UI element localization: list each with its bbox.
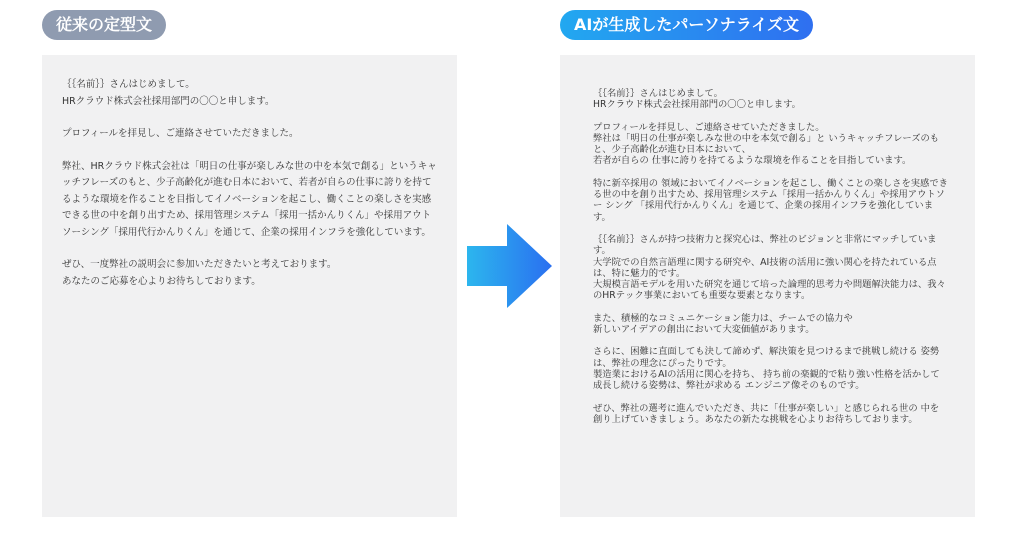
right-greeting: ｛｛名前｝｝さんはじめまして。 HRクラウド株式会社採用部門の〇〇と申します。 <box>593 88 801 111</box>
left-greeting: ｛｛名前｝｝さんはじめまして。 HRクラウド株式会社採用部門の〇〇と申します。 <box>62 79 275 107</box>
traditional-template-body <box>62 77 440 306</box>
traditional-template-label: 従来の定型文 <box>42 10 166 40</box>
left-company-description: 弊社、HRクラウド株式会社は「明日の仕事が楽しみな世の中を本気で創る」というキャッチフレーズのもと、少子高齢化が進む日本において、若者が自らの仕事に誇りを持てるような環境を作ることを目指してイノベーションを起こし、働くことの楽しさを実感できる世の中を創り出すため、採用管理システム「採用一括かんりくん」や採用アウトソーシング「採用代行かんりくん」を通じて、企業の採用インフラを強化しています。 <box>62 160 437 238</box>
traditional-template-card <box>42 55 457 517</box>
right-closing: ぜひ、弊社の選考に進んでいただき、共に「仕事が楽しい」と感じられる世の 中を創り上げていきましょう。あなたの新たな挑戦を心よりお待ちしております。 <box>593 402 940 425</box>
ai-personalized-body <box>593 88 948 436</box>
ai-personalized-label: AIが生成したパーソナライズ文 <box>560 10 813 40</box>
arrow-right-icon <box>467 224 552 308</box>
ai-personalized-card <box>560 55 975 517</box>
right-communication: また、積極的なコミュニケーション能力は、チームでの協力や 新しいアイデアの創出において大変価値があります。 <box>593 312 853 336</box>
right-skills-match: ｛｛名前｝｝さんが持つ技術力と探究心は、弊社のビジョンと非常にマッチしています。 大学院での自然言語理に関する研究や、AI技術の活用に強い関心を持たれている点は、特に魅力的です。 大規模言語モデルを用いた研究を通じて培った論理的思考力や問題解決能力は、我々のHRテック事業においても重要な要素となります。 <box>593 233 946 302</box>
left-closing: ぜひ、一度弊社の説明会に参加いただきたいと考えております。 あなたのご応募を心よりお待ちしております。 <box>62 259 337 287</box>
right-perseverance: さらに、困難に直面しても決して諦めず、解決策を見つけるまで挑戦し続ける 姿勢は、弊社の理念にぴったりです。 製造業におけるAIの活用に関心を持ち、 持ち前の楽観的で粘り強い性格を活かして成長し続ける姿勢は、弊社が求める エンジニア像そのものです。 <box>593 346 940 392</box>
right-innovation: 特に新卒採用の 領域においてイノベーションを起こし、働くことの楽しさを実感できる世の中を創り出すため、採用管理システム「採用一括かんりくん」や採用アウトソー シング 「採用代行かんりくん」を通じて、企業の採用インフラを強化しています。 <box>593 177 948 223</box>
left-intro: プロフィールを拝見し、ご連絡させていただきました。 <box>62 128 299 139</box>
right-company-intro: プロフィールを拝見し、ご連絡させていただきました。 弊社は「明日の仕事が楽しみな世の中を本気で創る」と いうキャッチフレーズのもと、少子高齢化が進む日本において、 若者が自らの 仕事に誇りを持てるような環境を作ることを目指しています。 <box>593 121 940 167</box>
